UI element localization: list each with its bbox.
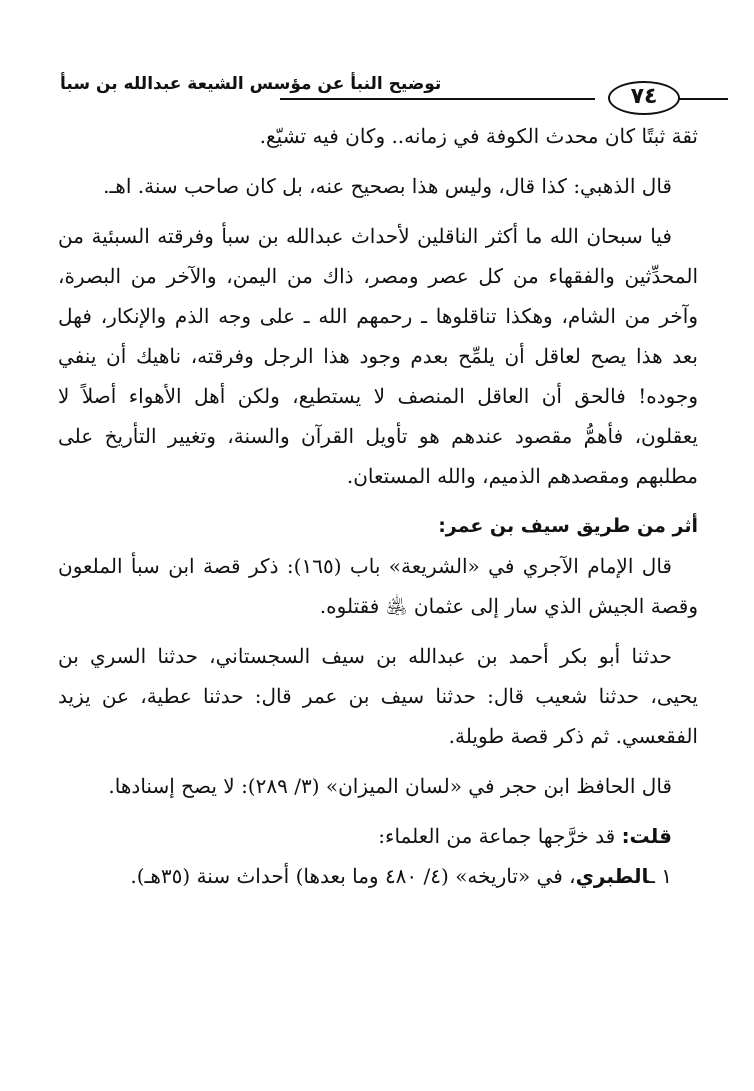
paragraph-6: قال الحافظ ابن حجر في «لسان الميزان» (٣/ ٢٨٩): لا يصح إسنادها. bbox=[108, 774, 672, 798]
list-item-source: الطبري bbox=[575, 864, 650, 888]
paragraph-1: ثقة ثبتًا كان محدث الكوفة في زمانه.. وكان فيه تشيّع. bbox=[259, 124, 698, 148]
paragraph-7 bbox=[58, 816, 698, 856]
paragraph-3: فيا سبحان الله ما أكثر الناقلين لأحداث عبدالله بن سبأ وفرقته السبئية من المحدِّثين والفقهاء من كل عصر ومصر، ذاك من اليمن، والآخر من البصرة، وآخر من الشام، وهكذا تناقلوها ـ رحمهم الله ـ على وجه الذم والإنكار، فهل بعد هذا يصح لعاقل أن يلمِّح بعدم وجود هذا الرجل وفرقته، ناهيك أن ينفي وجوده! فالحق أن العاقل المنصف لا يستطيع، ولكن أهل الأهواء أصلاً لا يعقلون، فأهمُّ مقصود عندهم هو تأويل القرآن والسنة، وتغيير التأريخ على مطلبهم ومقصدهم الذميم، والله المستعان. bbox=[58, 224, 698, 488]
section-heading: أثر من طريق سيف بن عمر: bbox=[438, 515, 698, 537]
header-rule-left bbox=[280, 98, 595, 100]
list-item-1 bbox=[58, 856, 698, 896]
list-item-number: ١ ـ bbox=[649, 864, 672, 888]
header-rule-right bbox=[678, 98, 728, 100]
page-number: ٧٤ bbox=[608, 81, 680, 115]
qultu-label: قلت: bbox=[621, 824, 672, 848]
list-item-text: ، في «تاريخه» (٤/ ٤٨٠ وما بعدها) أحداث سنة (٣٥هـ). bbox=[130, 864, 576, 888]
paragraph-5: حدثنا أبو بكر أحمد بن عبدالله بن سيف السجستاني، حدثنا السري بن يحيى، حدثنا شعيب قال: حدثنا سيف بن عمر قال: حدثنا عطية، عن يزيد الفقعسي. ثم ذكر قصة طويلة. bbox=[58, 644, 698, 748]
page-body bbox=[58, 116, 698, 896]
paragraph-4: قال الإمام الآجري في «الشريعة» باب (١٦٥): ذكر قصة ابن سبأ الملعون وقصة الجيش الذي سار إلى عثمان ﵁ فقتلوه. bbox=[58, 554, 698, 618]
paragraph-7-text: قد خرَّجها جماعة من العلماء: bbox=[378, 824, 622, 848]
running-header bbox=[30, 68, 730, 118]
paragraph-2: قال الذهبي: كذا قال، وليس هذا بصحيح عنه، بل كان صاحب سنة. اهـ. bbox=[103, 174, 672, 198]
header-title: توضيح النبأ عن مؤسس الشيعة عبدالله بن سبأ bbox=[60, 74, 442, 94]
